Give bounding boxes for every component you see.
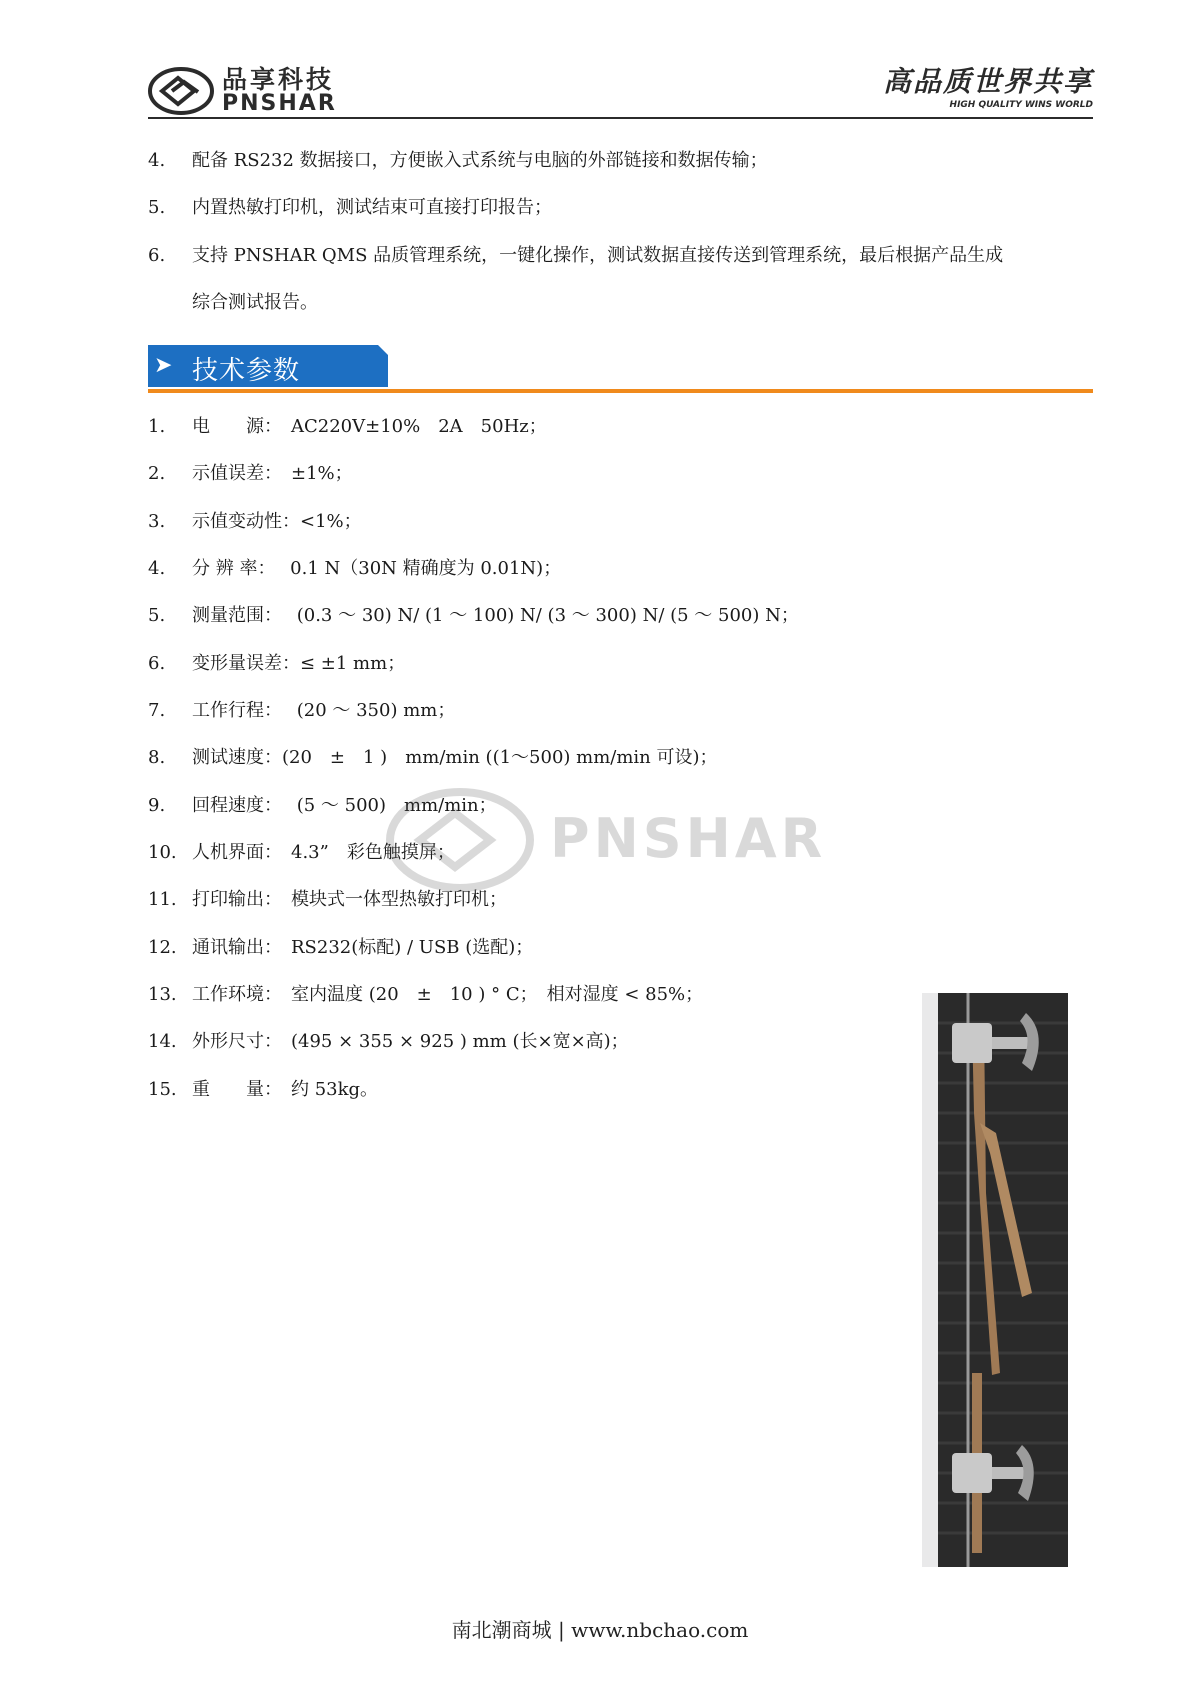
item-number: 12.: [148, 937, 177, 958]
item-text: 测试速度：(20 ± 1 ) mm/min ((1～500) mm/min 可设)；: [192, 747, 718, 768]
item-text: 内置热敏打印机，测试结束可直接打印报告；: [192, 197, 552, 218]
item-text: 电 源： AC220V±10% 2A 50Hz；: [192, 416, 547, 437]
logo-english-name: PNSHAR: [222, 91, 337, 116]
section-heading-label: 技术参数: [192, 356, 301, 386]
item-number: 5.: [148, 197, 166, 218]
watermark-text: PNSHAR: [550, 807, 827, 870]
arrow-right-icon: ➤: [154, 353, 173, 378]
item-text: 示值误差： ±1%；: [192, 463, 353, 484]
item-text: 外形尺寸： (495 × 355 × 925 ) mm (长×宽×高)；: [192, 1031, 629, 1052]
watermark-logo-icon: [385, 785, 535, 895]
item-text: 示值变动性：<1%；: [192, 511, 362, 532]
item-text: 变形量误差：≤ ±1 mm；: [192, 653, 406, 674]
page-footer: 南北潮商城 | www.nbchao.com: [451, 1618, 749, 1642]
item-number: 7.: [148, 700, 166, 721]
item-number: 13.: [148, 984, 177, 1005]
item-number: 4.: [148, 558, 166, 579]
company-logo: [148, 66, 337, 116]
item-number: 9.: [148, 795, 166, 816]
item-number: 2.: [148, 463, 166, 484]
logo-chinese-name: 品享科技: [222, 65, 335, 94]
item-number: 15.: [148, 1079, 177, 1100]
item-text: 分 辨 率： 0.1 N（30N 精确度为 0.01N)；: [192, 558, 562, 579]
item-number: 3.: [148, 511, 166, 532]
slogan: [883, 64, 1093, 110]
slogan-chinese: 高品质世界共享: [882, 65, 1093, 98]
item-text: 支持 PNSHAR QMS 品质管理系统，一键化操作，测试数据直接传送到管理系统，最后根据产品生成: [192, 245, 1004, 266]
item-number: 6.: [148, 245, 166, 266]
item-text: 重 量： 约 53kg。: [192, 1079, 379, 1100]
slogan-english: HIGH QUALITY WINS WORLD: [949, 100, 1093, 110]
item-text: 人机界面： 4.3” 彩色触摸屏；: [192, 842, 455, 863]
page-header: [148, 58, 1093, 120]
section-divider: [148, 389, 1093, 393]
item-text: 工作行程： (20 ～ 350) mm；: [192, 700, 456, 721]
item-text: 工作环境： 室内温度 (20 ± 10 ) ° C； 相对湿度 < 85%；: [192, 984, 704, 1005]
item-text: 测量范围： (0.3 ～ 30) N/ (1 ～ 100) N/ (3 ～ 300) N/ (5 ～ 500) N；: [192, 605, 799, 626]
item-number: 11.: [148, 889, 177, 910]
item-text: 回程速度： (5 ～ 500) mm/min；: [192, 795, 497, 816]
item-number: 5.: [148, 605, 166, 626]
pnshar-logo-icon: [148, 66, 214, 116]
item-number: 6.: [148, 653, 166, 674]
product-photo: [922, 993, 1068, 1567]
item-number: 14.: [148, 1031, 177, 1052]
section-heading: [148, 345, 388, 387]
header-divider: [148, 117, 1093, 119]
item-text: 配备 RS232 数据接口，方便嵌入式系统与电脑的外部链接和数据传输；: [192, 150, 768, 171]
item-number: 1.: [148, 416, 166, 437]
item-text-continuation: 综合测试报告。: [192, 292, 318, 313]
item-number: 8.: [148, 747, 166, 768]
item-number: 10.: [148, 842, 177, 863]
item-text: 通讯输出： RS232(标配) / USB (选配)；: [192, 937, 534, 958]
watermark: [385, 785, 825, 895]
item-number: 4.: [148, 150, 166, 171]
item-text: 打印输出： 模块式一体型热敏打印机；: [192, 889, 507, 910]
